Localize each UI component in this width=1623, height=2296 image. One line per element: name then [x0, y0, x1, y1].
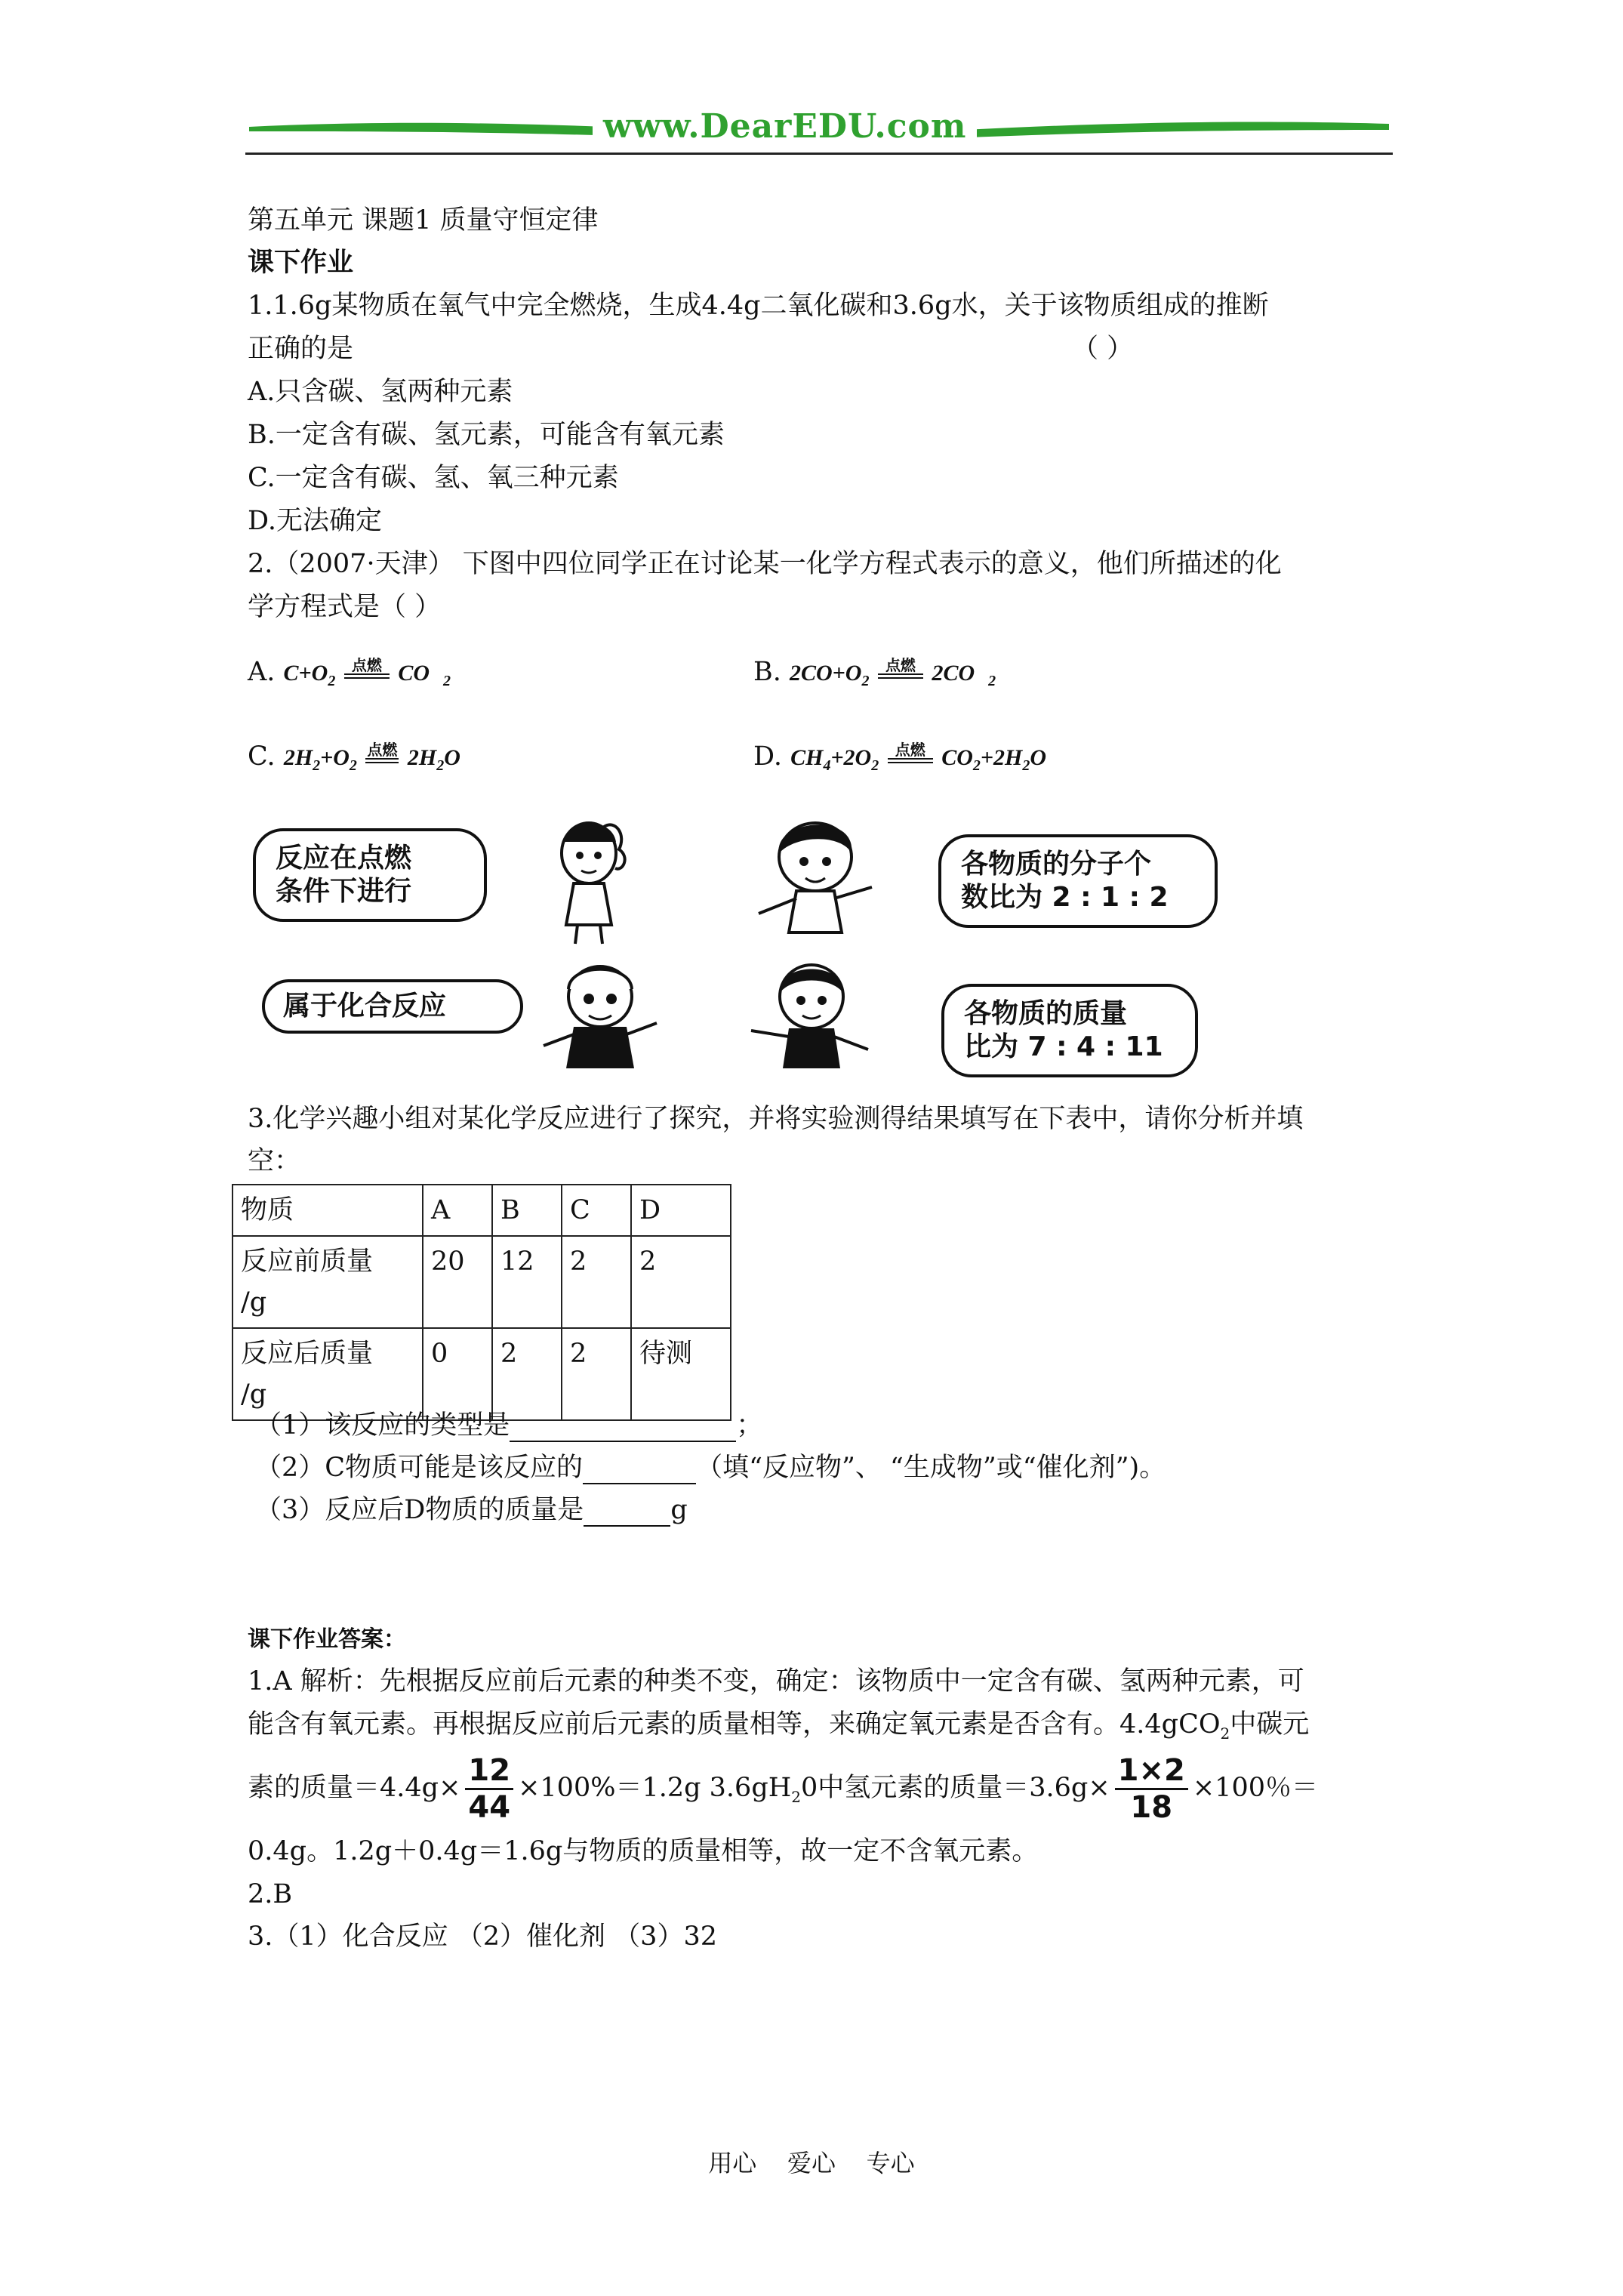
- bubble-text: 反应在点燃: [276, 843, 412, 874]
- q1-option-d: D.无法确定: [248, 506, 382, 536]
- table-header-cell: A: [423, 1185, 492, 1236]
- bubble-text: 属于化合反应: [283, 991, 447, 1022]
- answer-1-line1: 1.A 解析：先根据反应前后元素的种类不变，确定：该物质中一定含有碳、氢两种元素，可: [248, 1666, 1304, 1697]
- eq-product: 2H: [407, 745, 437, 770]
- fraction-denominator: 44: [468, 1790, 511, 1825]
- table-header-cell: D: [631, 1185, 731, 1236]
- answers-heading: 课下作业答案：: [248, 1626, 406, 1653]
- reaction-condition: [344, 657, 390, 679]
- eq-reactant: +O: [320, 745, 350, 770]
- equation-b: [790, 655, 996, 689]
- bubble-text: 各物质的质量: [964, 998, 1128, 1029]
- q1-option-c: C.一定含有碳、氢、氧三种元素: [248, 463, 619, 493]
- bubble-text: 条件下进行: [276, 876, 412, 907]
- condition-text: 点燃: [885, 655, 916, 674]
- answer-blank[interactable]: [510, 1413, 736, 1442]
- bubble-text: 各物质的分子个: [961, 849, 1152, 880]
- sub-question-text: （填“反应物”、 “生成物”或“催化剂”)。: [696, 1453, 1166, 1483]
- sub-question-text: （3）反应后D物质的质量是: [255, 1495, 584, 1525]
- q2-option-c: [248, 740, 460, 782]
- table-row-label: [233, 1328, 423, 1420]
- eq-reactant: +2O: [830, 745, 872, 770]
- speech-bubble-bottom-right: [941, 984, 1198, 1077]
- answer-subscript: 2: [1220, 1724, 1230, 1743]
- student-cartoon-boy-1-icon: [744, 812, 887, 948]
- q3-sub3: [255, 1493, 688, 1527]
- answer-1-line3: [248, 1750, 1318, 1835]
- reaction-condition: [888, 741, 933, 763]
- table-row: [233, 1328, 731, 1420]
- q3-stem-line1: 3.化学兴趣小组对某化学反应进行了探究，并将实验测得结果填写在下表中，请你分析并填: [248, 1104, 1304, 1134]
- q3-sub1: [255, 1409, 762, 1442]
- eq-subscript: 2: [988, 673, 996, 689]
- table-cell: 2: [492, 1328, 562, 1420]
- table-header-cell: C: [562, 1185, 631, 1236]
- page-title: 第五单元 课题1 质量守恒定律: [248, 205, 599, 236]
- eq-subscript: 2: [972, 757, 981, 774]
- eq-reactant: CH: [790, 745, 824, 770]
- table-cell: 2: [562, 1328, 631, 1420]
- answer-blank[interactable]: [583, 1456, 696, 1484]
- section-heading: 课下作业: [248, 247, 354, 278]
- eq-subscript: 2: [871, 757, 879, 774]
- student-cartoon-boy-2-icon: [532, 955, 668, 1076]
- q2-stem-line2: 学方程式是（ ）: [248, 592, 442, 622]
- answer-subscript: 2: [791, 1788, 801, 1806]
- logo-text: www.DearEDU.com: [593, 107, 977, 146]
- eq-subscript: 2: [349, 757, 357, 774]
- answer-text: 中碳元: [1230, 1709, 1310, 1740]
- speech-bubble-top-right: [938, 834, 1218, 928]
- speech-bubble-top-left: [253, 828, 487, 922]
- sub-question-text: g: [670, 1495, 688, 1525]
- eq-subscript: 2: [861, 673, 870, 689]
- table-cell: 12: [492, 1236, 562, 1328]
- discussion-figure: [245, 812, 1242, 1076]
- sub-question-text: （2）C物质可能是该反应的: [255, 1453, 584, 1483]
- equation-d: [790, 740, 1047, 774]
- eq-product: O: [444, 745, 460, 770]
- reaction-condition: [878, 657, 923, 679]
- answer-1-line4: 0.4g。1.2g＋0.4g＝1.6g与物质的质量相等，故一定不含氧元素。: [248, 1836, 1039, 1866]
- table-cell: 2: [562, 1236, 631, 1328]
- equals-bar: [878, 673, 923, 679]
- eq-products: CO: [398, 661, 430, 686]
- fraction-carbon: [465, 1753, 513, 1825]
- page-footer: 用心 爱心 专心: [708, 2149, 915, 2177]
- eq-subscript: 2: [443, 673, 451, 689]
- eq-product: +2H: [980, 745, 1023, 770]
- fraction-numerator: 1×2: [1115, 1753, 1188, 1790]
- equals-bar: [344, 673, 390, 679]
- option-label: D.: [753, 741, 782, 772]
- answer-text: 素的质量＝4.4g×: [248, 1773, 461, 1803]
- q1-stem-line1: 1.1.6g某物质在氧气中完全燃烧，生成4.4g二氧化碳和3.6g水，关于该物质组成的推断: [248, 291, 1269, 321]
- equals-bar: [365, 758, 399, 763]
- option-label: B.: [753, 657, 781, 687]
- table-row: [233, 1236, 731, 1328]
- q1-option-b: B.一定含有碳、氢元素，可能含有氧元素: [248, 420, 725, 450]
- eq-subscript: 2: [328, 673, 336, 689]
- table-row-label: [233, 1236, 423, 1328]
- eq-reactant: 2H: [283, 745, 313, 770]
- q2-stem-line1: 2.（2007·天津） 下图中四位同学正在讨论某一化学方程式表示的意义，他们所描述的化: [248, 549, 1282, 579]
- q1-option-a: A.只含碳、氢两种元素: [248, 377, 513, 407]
- label-unit: /g: [241, 1287, 267, 1318]
- sub-question-text: ；: [736, 1410, 763, 1441]
- q2-option-a: [248, 655, 451, 698]
- answer-text: 能含有氧元素。再根据反应前后元素的质量相等，来确定氧元素是否含有。4.4gCO: [248, 1709, 1221, 1740]
- table-header-row: [233, 1185, 731, 1236]
- eq-product: CO: [941, 745, 973, 770]
- condition-text: 点燃: [895, 740, 925, 759]
- table-cell: 0: [423, 1328, 492, 1420]
- student-cartoon-boy-3-icon: [736, 955, 879, 1076]
- eq-product: O: [1030, 745, 1047, 770]
- option-label: C.: [248, 741, 276, 772]
- table-header-cell: B: [492, 1185, 562, 1236]
- eq-subscript: 2: [436, 757, 445, 774]
- reaction-condition: [365, 741, 399, 763]
- q1-answer-paren: （ ）: [1072, 334, 1134, 364]
- eq-reactants: 2CO+O: [790, 661, 862, 686]
- label-line: 反应后质量: [241, 1339, 374, 1369]
- eq-subscript: 2: [313, 757, 321, 774]
- fraction-denominator: 18: [1130, 1790, 1173, 1825]
- student-cartoon-girl-icon: [544, 812, 634, 948]
- option-label: A.: [248, 657, 276, 687]
- answer-2: 2.B: [248, 1879, 293, 1909]
- bubble-text: 比为 7 : 4 : 11: [964, 1031, 1163, 1062]
- answer-text: 0中氢元素的质量＝3.6g×: [800, 1773, 1110, 1803]
- answer-text: ×100％＝: [1192, 1773, 1318, 1803]
- answer-3: 3.（1）化合反应 （2）催化剂 （3）32: [248, 1922, 717, 1952]
- condition-text: 点燃: [367, 740, 398, 759]
- experiment-table: [232, 1184, 731, 1421]
- fraction-numerator: 12: [465, 1753, 513, 1790]
- fraction-hydrogen: [1115, 1753, 1188, 1825]
- bubble-text: 数比为 2 : 1 : 2: [961, 882, 1169, 913]
- q2-option-b: [753, 655, 996, 698]
- sub-question-text: （1）该反应的类型是: [255, 1410, 510, 1441]
- equals-bar: [888, 758, 933, 763]
- q1-stem-line2: [248, 332, 353, 365]
- equation-a: [283, 655, 451, 689]
- answer-text: ×100%＝1.2g 3.6gH: [518, 1773, 792, 1803]
- q3-stem-line2: 空：: [248, 1146, 301, 1176]
- eq-reactants: C+O: [283, 661, 328, 686]
- header-banner: [245, 106, 1393, 159]
- q1-stem-text: 正确的是: [248, 334, 354, 364]
- q3-sub2: [255, 1451, 1166, 1484]
- answer-blank[interactable]: [584, 1498, 670, 1527]
- eq-subscript: 4: [823, 757, 831, 774]
- q2-option-d: [753, 740, 1046, 782]
- table-cell: 2: [631, 1236, 731, 1328]
- eq-subscript: 2: [1022, 757, 1030, 774]
- equation-c: [283, 740, 460, 774]
- table-cell: 待测: [631, 1328, 731, 1420]
- label-unit: /g: [241, 1379, 267, 1410]
- condition-text: 点燃: [351, 655, 382, 674]
- table-header-cell: 物质: [233, 1185, 423, 1236]
- label-line: 反应前质量: [241, 1247, 374, 1277]
- speech-bubble-bottom-left: [262, 979, 523, 1034]
- eq-products: 2CO: [932, 661, 975, 686]
- answer-1-line2: [248, 1708, 1309, 1750]
- table-cell: 20: [423, 1236, 492, 1328]
